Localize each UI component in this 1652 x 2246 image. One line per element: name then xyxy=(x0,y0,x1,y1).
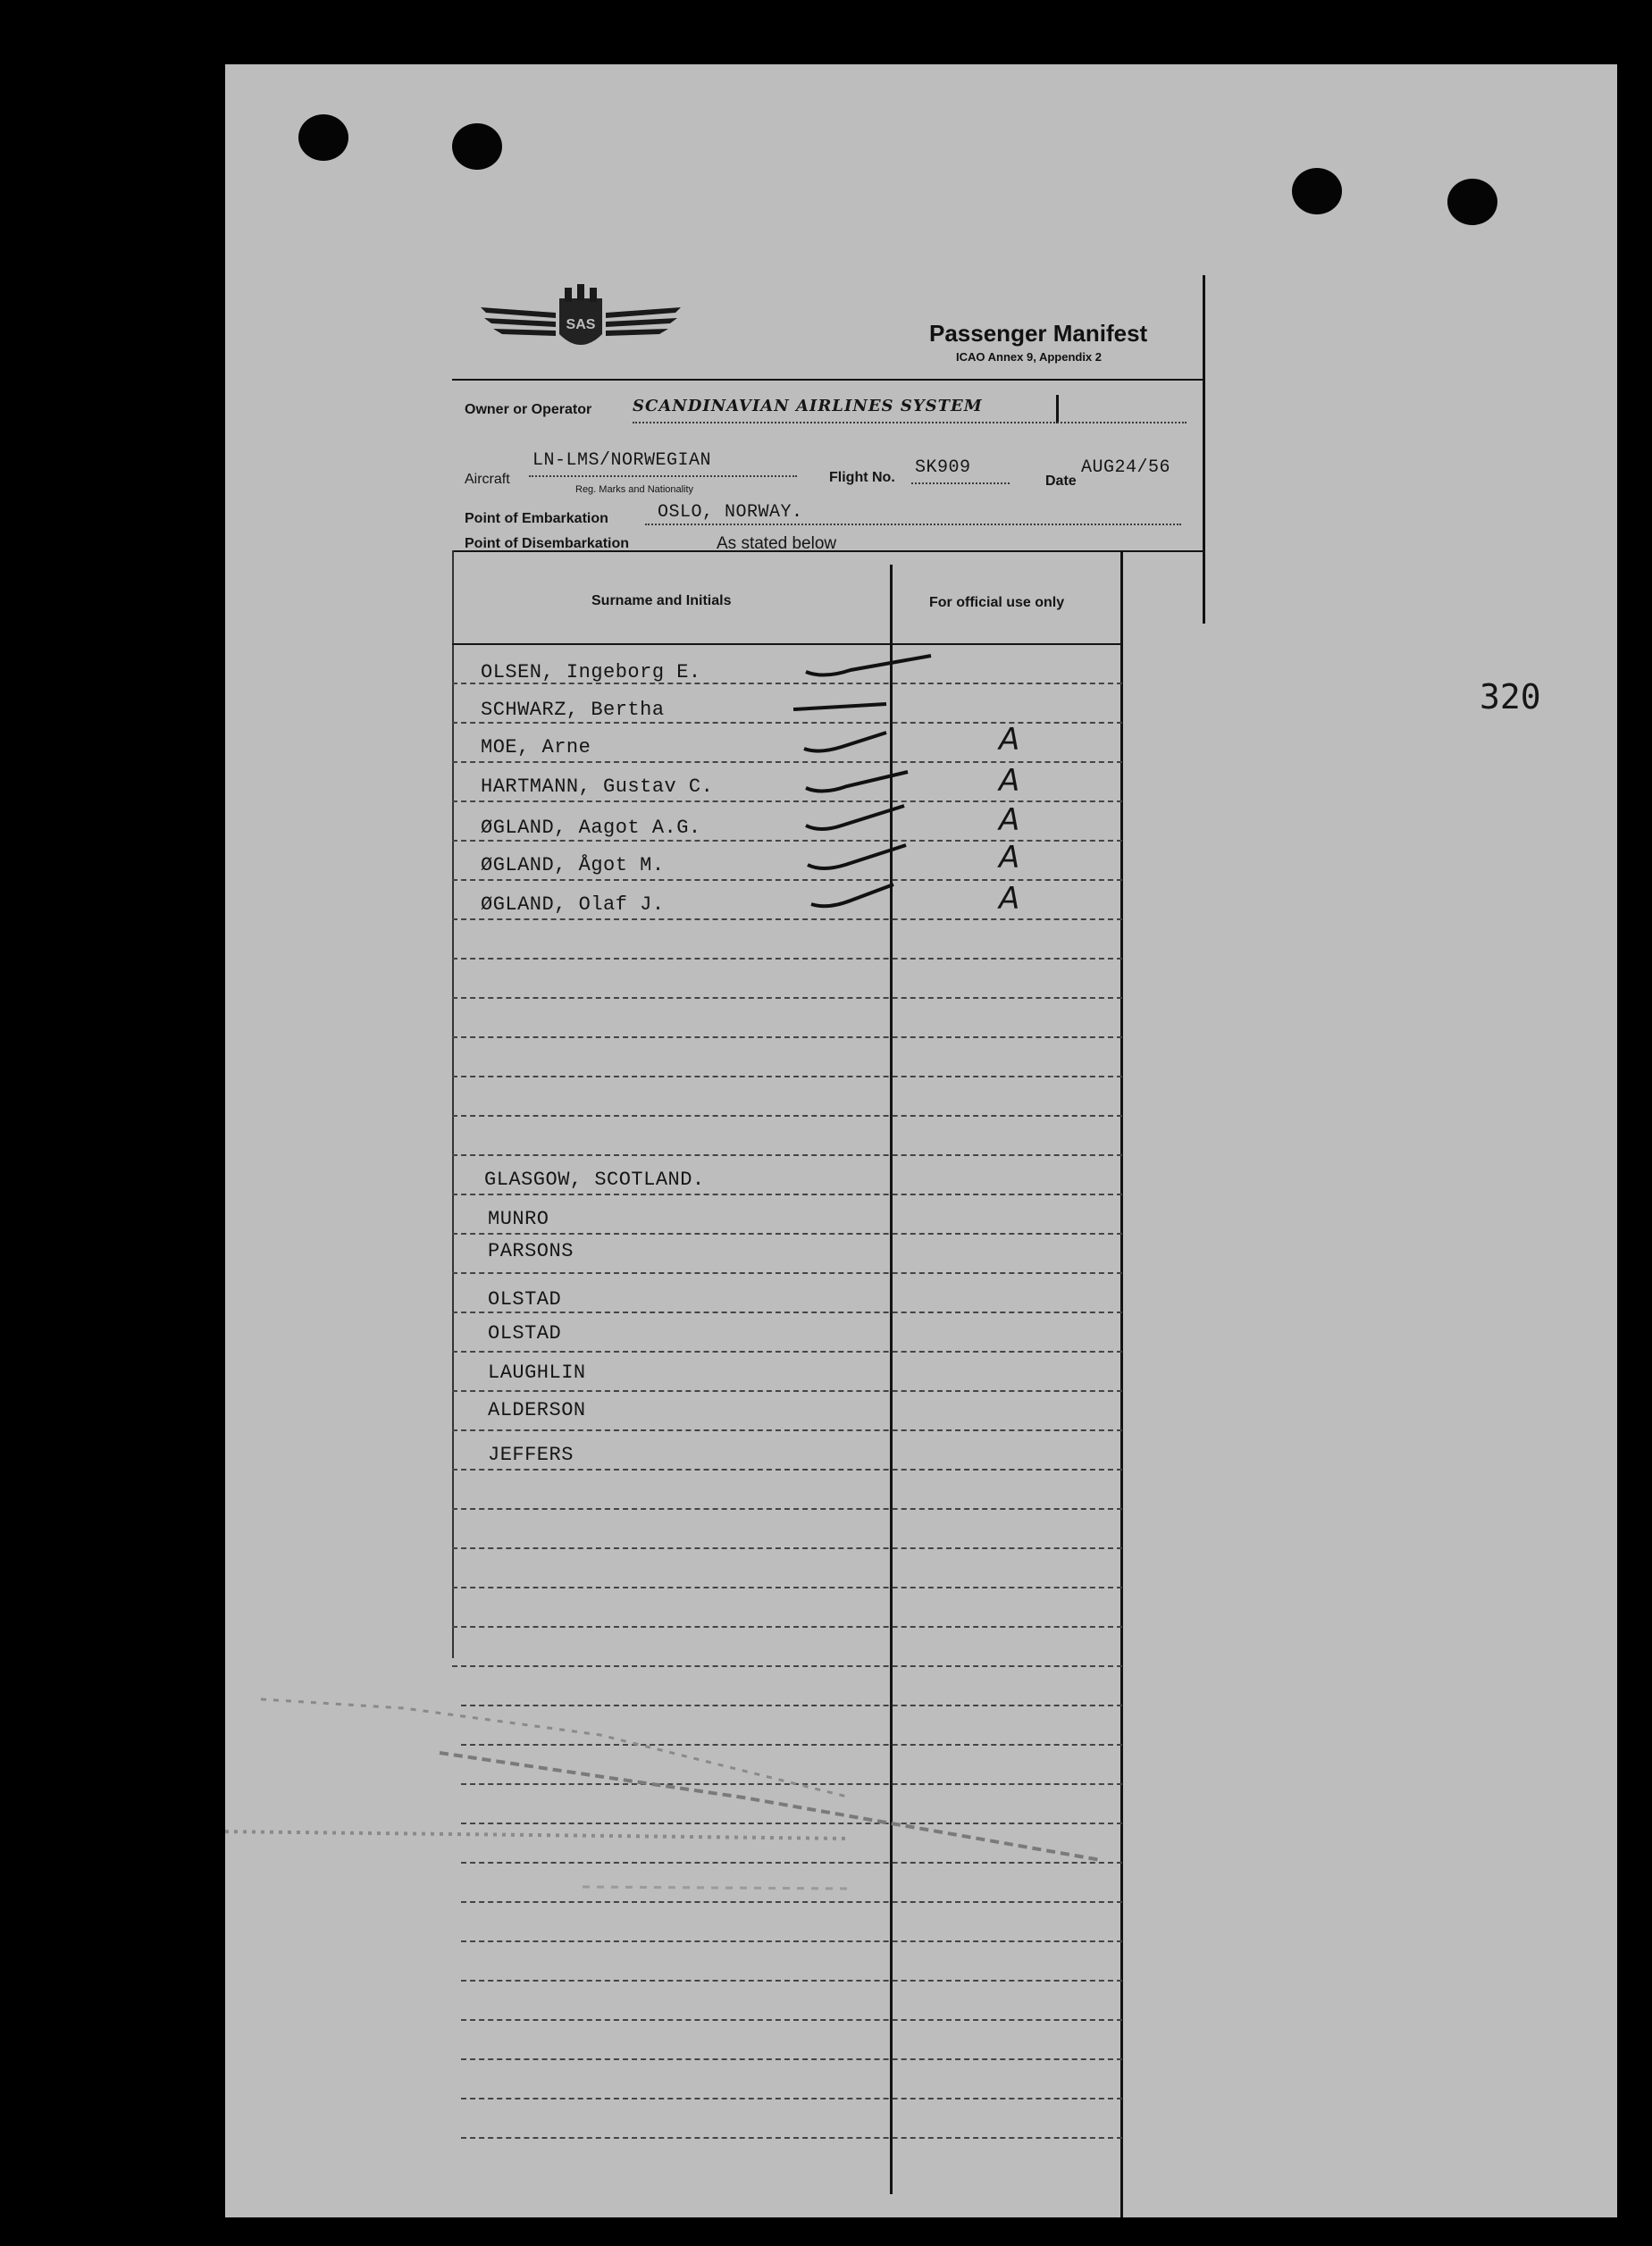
passenger-name: HARTMANN, Gustav C. xyxy=(481,775,714,798)
passenger-name: ØGLAND, Aagot A.G. xyxy=(481,817,701,839)
surname-column-header: Surname and Initials xyxy=(591,593,732,608)
destination-passenger: MUNRO xyxy=(488,1208,549,1230)
destination-heading: GLASGOW, SCOTLAND. xyxy=(484,1169,705,1191)
manifest-sheet xyxy=(225,64,1617,2217)
embarkation-value: OSLO, NORWAY. xyxy=(658,502,803,523)
svg-text:SAS: SAS xyxy=(566,317,596,332)
destination-passenger: PARSONS xyxy=(488,1240,574,1262)
official-mark: A xyxy=(999,722,1020,758)
aircraft-label: Aircraft xyxy=(465,472,510,487)
destination-passenger: JEFFERS xyxy=(488,1444,574,1466)
disembarkation-value: As stated below xyxy=(717,534,837,553)
destination-passenger: OLSTAD xyxy=(488,1322,562,1345)
destination-passenger: OLSTAD xyxy=(488,1288,562,1311)
sheet-number: 320 xyxy=(1480,677,1541,717)
official-mark: A xyxy=(999,840,1020,876)
passenger-name: OLSEN, Ingeborg E. xyxy=(481,661,701,683)
passenger-name: ØGLAND, Olaf J. xyxy=(481,893,665,916)
date-label: Date xyxy=(1045,474,1077,489)
owner-value: SCANDINAVIAN AIRLINES SYSTEM xyxy=(633,397,983,415)
official-mark: A xyxy=(999,763,1020,799)
official-use-column-header: For official use only xyxy=(929,595,1065,610)
flight-label: Flight No. xyxy=(829,470,895,485)
destination-passenger: ALDERSON xyxy=(488,1399,586,1421)
disembarkation-label: Point of Disembarkation xyxy=(465,536,630,551)
faint-smudge-marks xyxy=(225,64,1617,2217)
aircraft-value: LN-LMS/NORWEGIAN xyxy=(532,450,712,471)
passenger-name: MOE, Arne xyxy=(481,736,591,758)
official-mark: A xyxy=(999,802,1020,838)
passenger-name: ØGLAND, Ågot M. xyxy=(481,854,665,876)
official-mark: A xyxy=(999,881,1020,917)
embarkation-label: Point of Embarkation xyxy=(465,511,608,526)
passenger-name: SCHWARZ, Bertha xyxy=(481,699,665,721)
flight-value: SK909 xyxy=(915,457,971,478)
manifest-title: Passenger Manifest xyxy=(929,320,1148,347)
owner-label: Owner or Operator xyxy=(465,402,592,417)
aircraft-sub-label: Reg. Marks and Nationality xyxy=(575,484,694,495)
manifest-subtitle: ICAO Annex 9, Appendix 2 xyxy=(956,350,1103,364)
destination-passenger: LAUGHLIN xyxy=(488,1362,586,1384)
date-value: AUG24/56 xyxy=(1081,457,1171,478)
